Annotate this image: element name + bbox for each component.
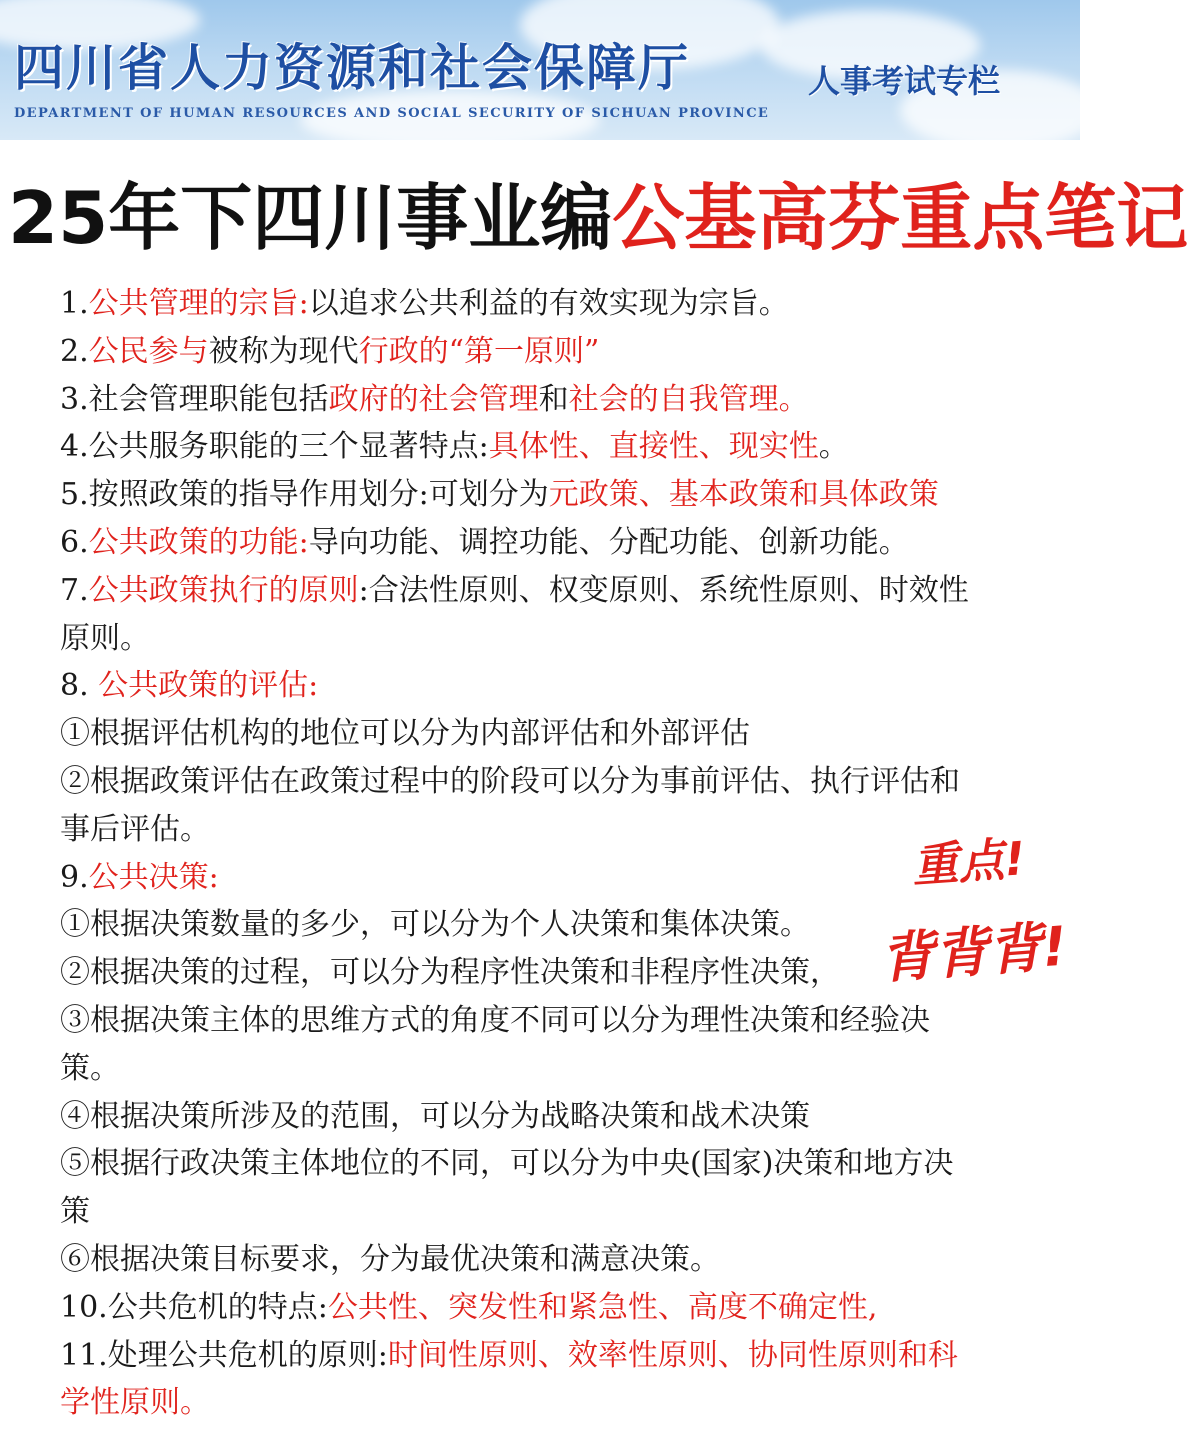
note-highlight: 公共性、突发性和紧急性、高度不确定性,: [327, 1289, 878, 1325]
note-text: ②根据政策评估在政策过程中的阶段可以分为事前评估、执行评估和: [60, 763, 960, 799]
note-highlight: 公共管理的宗旨:: [88, 286, 309, 321]
note-line: [60, 328, 1040, 376]
note-line: [60, 758, 1040, 806]
note-text: 3.社会管理职能包括: [60, 381, 329, 417]
note-text: 事后评估。: [60, 811, 210, 847]
note-line: [60, 1045, 1040, 1093]
note-text: 7.: [60, 572, 89, 608]
note-line: [60, 280, 1040, 328]
note-highlight: 行政的“第一原则”: [358, 333, 600, 369]
note-line: [60, 1188, 1040, 1236]
banner-subtitle: DEPARTMENT OF HUMAN RESOURCES AND SOCIAL SECURITY OF SICHUAN PROVINCE: [14, 106, 770, 121]
note-line: [60, 662, 1040, 710]
note-line: [60, 1284, 1040, 1332]
note-text: ②根据决策的过程，可以分为程序性决策和非程序性决策，: [60, 955, 840, 991]
note-highlight: 公共政策的功能:: [88, 524, 309, 560]
note-text: ①根据决策数量的多少，可以分为个人决策和集体决策。: [60, 907, 810, 943]
note-line: [60, 1379, 1040, 1427]
note-highlight: 公共决策:: [88, 859, 219, 895]
note-text: 10.公共危机的特点:: [60, 1289, 328, 1325]
note-line: [60, 854, 1040, 902]
note-text: 2.: [60, 333, 89, 369]
note-highlight: 时间性原则、效率性原则、协同性原则和科: [387, 1337, 958, 1373]
note-text: 导向功能、调控功能、分配功能、创新功能。: [308, 524, 909, 560]
note-line: [60, 519, 1040, 567]
note-highlight: 公民参与: [88, 333, 209, 369]
note-text: 1.: [60, 286, 89, 321]
note-text: :合法性原则、权变原则、系统性原则、时效性: [358, 572, 969, 608]
banner-title: 四川省人力资源和社会保障厅: [14, 39, 690, 97]
note-line: [60, 997, 1040, 1045]
note-text: 策: [60, 1194, 90, 1230]
note-line: [60, 1236, 1040, 1284]
note-text: 。: [818, 429, 849, 465]
title-part-black: 25年下四川事业编: [8, 176, 613, 260]
notes-list: [60, 280, 1040, 1427]
note-text: 6.: [60, 524, 89, 560]
page-title: [8, 160, 1188, 264]
note-text: 9.: [60, 859, 89, 895]
note-text: ⑤根据行政决策主体地位的不同，可以分为中央(国家)决策和地方决: [60, 1146, 954, 1182]
note-highlight: 社会的自我管理。: [568, 381, 809, 417]
note-text: ④根据决策所涉及的范围，可以分为战略决策和战术决策: [60, 1098, 810, 1134]
note-highlight: 政府的社会管理: [328, 381, 539, 417]
title-part-red: 公基高芬重点笔记: [612, 176, 1188, 260]
note-text: ⑥根据决策目标要求，分为最优决策和满意决策。: [60, 1241, 720, 1277]
note-highlight: 元政策、基本政策和具体政策: [548, 477, 939, 513]
header-banner: [0, 0, 1080, 140]
note-line: [60, 471, 1040, 519]
note-text: 8.: [60, 668, 99, 704]
note-highlight: 学性原则。: [60, 1385, 210, 1421]
note-text: 以追求公共利益的有效实现为宗旨。: [308, 286, 789, 321]
note-text: 4.公共服务职能的三个显著特点:: [60, 429, 489, 465]
note-highlight: 公共政策的评估:: [98, 668, 319, 704]
note-text: 原则。: [60, 620, 150, 656]
note-text: 11.处理公共危机的原则:: [60, 1337, 388, 1373]
note-text: 策。: [60, 1050, 120, 1086]
note-line: [60, 1093, 1040, 1141]
handwritten-note-memorize: 背背背!: [878, 914, 1069, 991]
note-line: [60, 1332, 1040, 1380]
note-highlight: 公共政策执行的原则: [88, 572, 359, 608]
note-text: ①根据评估机构的地位可以分为内部评估和外部评估: [60, 716, 750, 752]
note-text: ③根据决策主体的思维方式的角度不同可以分为理性决策和经验决: [60, 1002, 930, 1038]
note-line: [60, 376, 1040, 424]
handwritten-note-key: 重点!: [910, 831, 1027, 893]
note-line: [60, 567, 1040, 615]
note-line: [60, 1140, 1040, 1188]
note-text: 被称为现代: [208, 333, 359, 369]
note-highlight: 具体性、直接性、现实性: [488, 429, 819, 465]
note-line: [60, 423, 1040, 471]
note-text: 和: [538, 381, 569, 417]
note-text: 5.按照政策的指导作用划分:可划分为: [60, 477, 549, 513]
banner-column-label: 人事考试专栏: [807, 62, 1000, 100]
note-line: [60, 806, 1040, 854]
note-line: [60, 615, 1040, 663]
note-line: [60, 710, 1040, 758]
